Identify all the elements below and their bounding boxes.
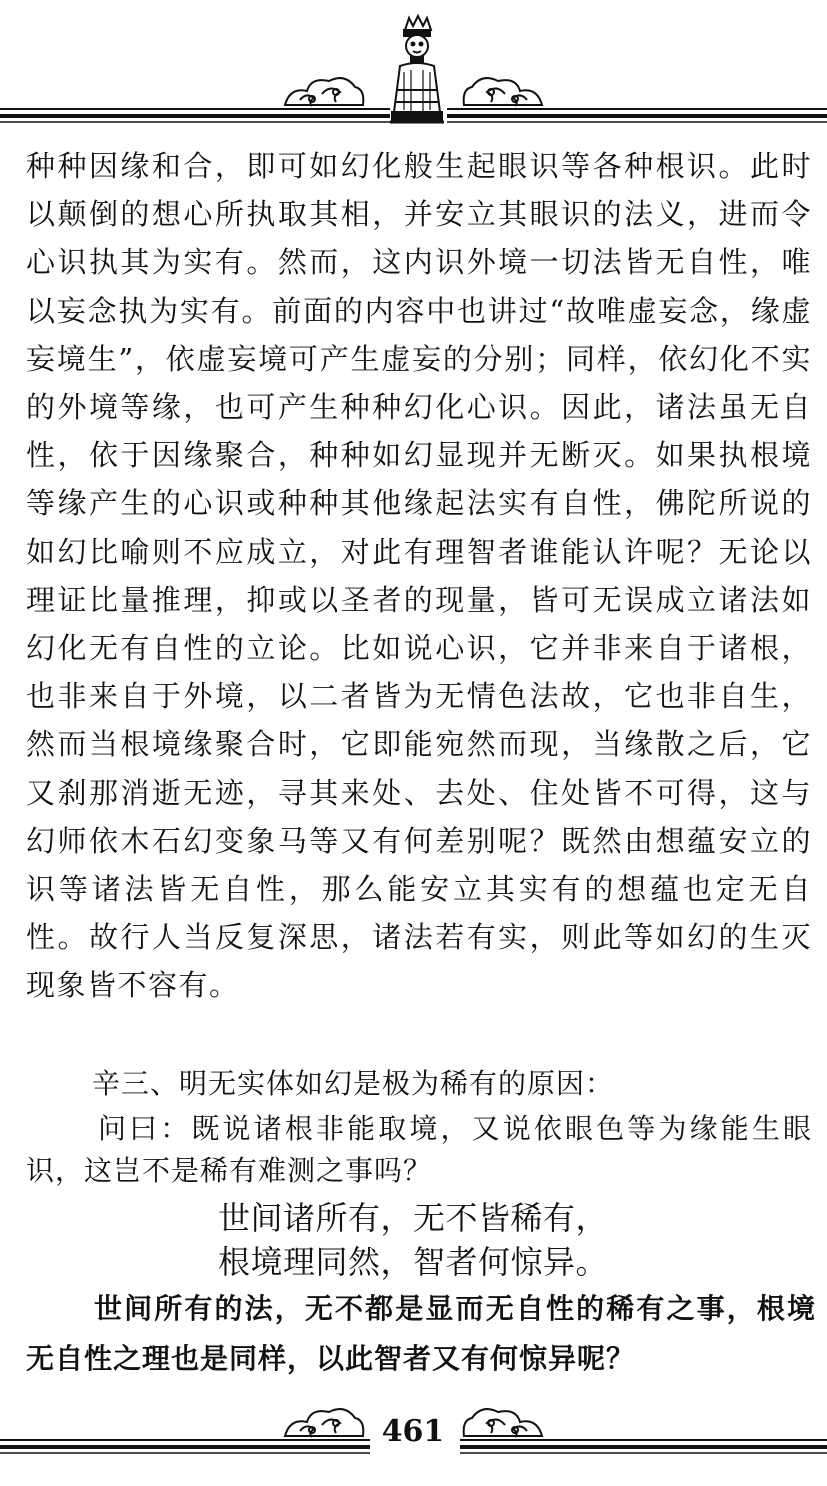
deity-bell-ornament-icon — [390, 16, 444, 122]
cloud-scroll-icon — [285, 1409, 363, 1437]
footer-rule-right — [460, 1440, 827, 1453]
cloud-scroll-icon — [464, 78, 542, 106]
question-paragraph: 问曰：既说诸根非能取境，又说依眼色等为缘能生眼识，这岂不是稀有难测之事吗？ — [26, 1112, 812, 1187]
body-paragraph: 种种因缘和合，即可如幻化般生起眼识等各种根识。此时以颠倒的想心所执取其相，并安立其眼识的法义，进而令心识执其为实有。然而，这内识外境一切法皆无自性，唯以妄念执为实有。前面的内容中也讲过“故唯虚妄念，缘虚妄境生”，依虚妄境可产生虚妄的分别；同样，依幻化不实的外境等缘，也可产生种种幻化心识。因此，诸法虽无自性，依于因缘聚合，种种如幻显现并无断灭。如果执根境等缘产生的心识或种种其他缘起法实有自性，佛陀所说的如幻比喻则不应成立，对此有理智者谁能认许呢？无论以理证比量推理，抑或以圣者的现量，皆可无误成立诸法如幻化无有自性的立论。比如说心识，它并非来自于诸根，也非来自于外境，以二者皆为无情色法故，它也非自生，然而当根境缘聚合时，它即能宛然而现，当缘散之后，它又刹那消逝无迹，寻其来处、去处、住处皆不可得，这与幻师依木石幻变象马等又有何差别呢？既然由想蕴安立的识等诸法皆无自性，那么能安立其实有的想蕴也定无自性。故行人当反复深思，诸法若有实，则此等如幻的生灭现象皆不容有。 — [26, 149, 812, 1003]
page-number: 461 — [381, 1414, 445, 1449]
verse-line-2: 根境理同然，智者何惊异。 — [218, 1243, 609, 1281]
section-heading: 辛三、明无实体如幻是极为稀有的原因： — [92, 1067, 615, 1100]
commentary-paragraph: 世间所有的法，无不都是显而无自性的稀有之事，根境无自性之理也是同样，以此智者又有何惊异呢？ — [26, 1292, 816, 1375]
header-ornament — [0, 0, 827, 140]
footer-rule-left — [0, 1440, 370, 1453]
cloud-scroll-icon — [285, 78, 363, 106]
cloud-scroll-icon — [464, 1409, 542, 1437]
header-rule-right — [447, 109, 827, 122]
header-rule-left — [0, 109, 390, 122]
verse-line-1: 世间诸所有，无不皆稀有， — [218, 1199, 609, 1237]
